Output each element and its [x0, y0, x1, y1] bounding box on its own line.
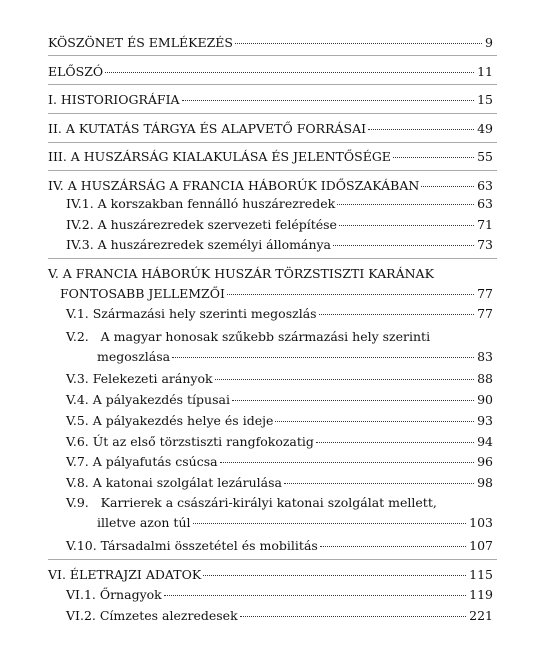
toc-entry-title: V.5. A pályakezdés helye és ideje	[66, 413, 274, 428]
toc-entry[interactable]	[0, 195, 540, 215]
toc-entry-title-line2: megoszlása	[97, 349, 171, 364]
toc-entry-page: 77	[477, 286, 493, 301]
toc-entry-page: 63	[477, 196, 493, 211]
toc-entry-page: 88	[477, 371, 493, 386]
toc-entry-page: 71	[477, 217, 493, 232]
toc-entry[interactable]	[0, 391, 540, 411]
toc-entry[interactable]	[0, 537, 540, 557]
dot-leader	[193, 523, 467, 524]
dot-leader	[319, 314, 475, 315]
dot-leader	[164, 595, 466, 596]
toc-entry[interactable]	[0, 63, 540, 83]
toc-entry-page: 73	[477, 237, 493, 252]
toc-entry-title: V.1. Származási hely szerinti megoszlás	[66, 306, 317, 321]
toc-entry-title: V.7. A pályafutás csúcsa	[66, 454, 218, 469]
toc-entry[interactable]	[0, 34, 540, 54]
separator-line	[48, 84, 497, 85]
toc-entry-page: 9	[485, 35, 493, 50]
dot-leader	[240, 616, 467, 617]
toc-entry[interactable]	[0, 412, 540, 432]
toc-entry-title: I. HISTORIOGRÁFIA	[48, 92, 180, 107]
toc-entry[interactable]	[0, 148, 540, 168]
toc-entry[interactable]	[0, 474, 540, 494]
toc-entry-page: 103	[469, 515, 493, 530]
dot-leader	[337, 204, 474, 205]
toc-entry[interactable]	[0, 433, 540, 453]
toc-entry[interactable]	[0, 216, 540, 236]
toc-entry[interactable]	[0, 305, 540, 325]
toc-entry-page: 11	[477, 64, 493, 79]
toc-entry-title: VI.2. Címzetes alezredesek	[66, 608, 238, 623]
toc-entry-page: 49	[477, 121, 493, 136]
toc-entry-title: IV.1. A korszakban fennálló huszárezredek	[66, 196, 336, 211]
toc-entry-page: 98	[477, 475, 493, 490]
dot-leader	[105, 72, 474, 73]
dot-leader	[284, 483, 474, 484]
toc-entry[interactable]	[0, 494, 540, 534]
toc-entry[interactable]	[0, 328, 540, 368]
toc-entry-title-line2: FONTOSABB JELLEMZŐI	[60, 286, 225, 301]
toc-entry-page: 119	[469, 587, 493, 602]
toc-entry[interactable]	[0, 566, 540, 586]
toc-entry-page: 15	[477, 92, 493, 107]
toc-entry-page: 107	[469, 538, 493, 553]
toc-entry[interactable]	[0, 370, 540, 390]
separator-line	[48, 113, 497, 114]
toc-entry-title: V.6. Út az első törzstiszti rangfokozatig	[66, 434, 314, 449]
dot-leader	[393, 157, 474, 158]
dot-leader	[227, 294, 474, 295]
dot-leader	[368, 129, 474, 130]
dot-leader	[220, 462, 475, 463]
separator-line	[48, 258, 497, 259]
toc-entry-title: II. A KUTATÁS TÁRGYA ÉS ALAPVETŐ FORRÁSAI	[48, 121, 367, 136]
dot-leader	[320, 546, 466, 547]
toc-entry-title: VI.1. Őrnagyok	[66, 587, 162, 602]
toc-entry-title-line1: V.9. Karrierek a császári-királyi katonai szolgálat mellett,	[66, 495, 437, 510]
toc-entry-title-line1: V. A FRANCIA HÁBORÚK HUSZÁR TÖRZSTISZTI KARÁNAK	[48, 266, 434, 281]
dot-leader	[421, 186, 474, 187]
separator-line	[48, 142, 497, 143]
toc-entry-page: 90	[477, 392, 493, 407]
dot-leader	[203, 575, 466, 576]
separator-line	[48, 170, 497, 171]
toc-entry[interactable]	[0, 265, 540, 305]
toc-entry-title: ELŐSZÓ	[48, 64, 104, 79]
separator-line	[48, 559, 497, 560]
toc-entry-page: 94	[477, 434, 493, 449]
toc-entry-title: V.3. Felekezeti arányok	[66, 371, 213, 386]
dot-leader	[316, 442, 474, 443]
toc-entry[interactable]	[0, 236, 540, 256]
toc-entry[interactable]	[0, 586, 540, 606]
toc-entry[interactable]	[0, 120, 540, 140]
dot-leader	[182, 100, 475, 101]
toc-entry-page: 93	[477, 413, 493, 428]
toc-entry-title: V.4. A pályakezdés típusai	[66, 392, 230, 407]
dot-leader	[172, 357, 474, 358]
separator-line	[48, 55, 497, 56]
toc-entry-page: 96	[477, 454, 493, 469]
toc-entry-title-line2: illetve azon túl	[97, 515, 191, 530]
toc-entry-page: 77	[477, 306, 493, 321]
toc-entry-page: 63	[477, 178, 493, 193]
toc-entry[interactable]	[0, 607, 540, 627]
toc-entry-page: 55	[477, 149, 493, 164]
toc-entry-title: V.8. A katonai szolgálat lezárulása	[66, 475, 282, 490]
toc-entry-title: IV.3. A huszárezredek személyi állománya	[66, 237, 332, 252]
toc-entry-page: 115	[469, 567, 493, 582]
toc-entry-title: IV.2. A huszárezredek szervezeti felépítése	[66, 217, 337, 232]
toc-entry-title: III. A HUSZÁRSÁG KIALAKULÁSA ÉS JELENTŐSÉGE	[48, 149, 391, 164]
toc-entry[interactable]	[0, 91, 540, 111]
toc-entry[interactable]	[0, 177, 540, 197]
toc-entry[interactable]	[0, 453, 540, 473]
dot-leader	[339, 225, 474, 226]
toc-entry-page: 221	[469, 608, 493, 623]
toc-entry-title: KÖSZÖNET ÉS EMLÉKEZÉS	[48, 35, 233, 50]
dot-leader	[275, 421, 474, 422]
dot-leader	[235, 43, 482, 44]
toc-entry-page: 83	[477, 349, 493, 364]
dot-leader	[232, 400, 474, 401]
toc-entry-title: VI. ÉLETRAJZI ADATOK	[48, 567, 202, 582]
dot-leader	[333, 245, 474, 246]
toc-entry-title: V.10. Társadalmi összetétel és mobilitás	[66, 538, 318, 553]
toc-entry-title: IV. A HUSZÁRSÁG A FRANCIA HÁBORÚK IDŐSZAKÁBAN	[48, 178, 420, 193]
toc-entry-title-line1: V.2. A magyar honosak szűkebb származási hely szerinti	[66, 329, 431, 344]
dot-leader	[215, 379, 475, 380]
